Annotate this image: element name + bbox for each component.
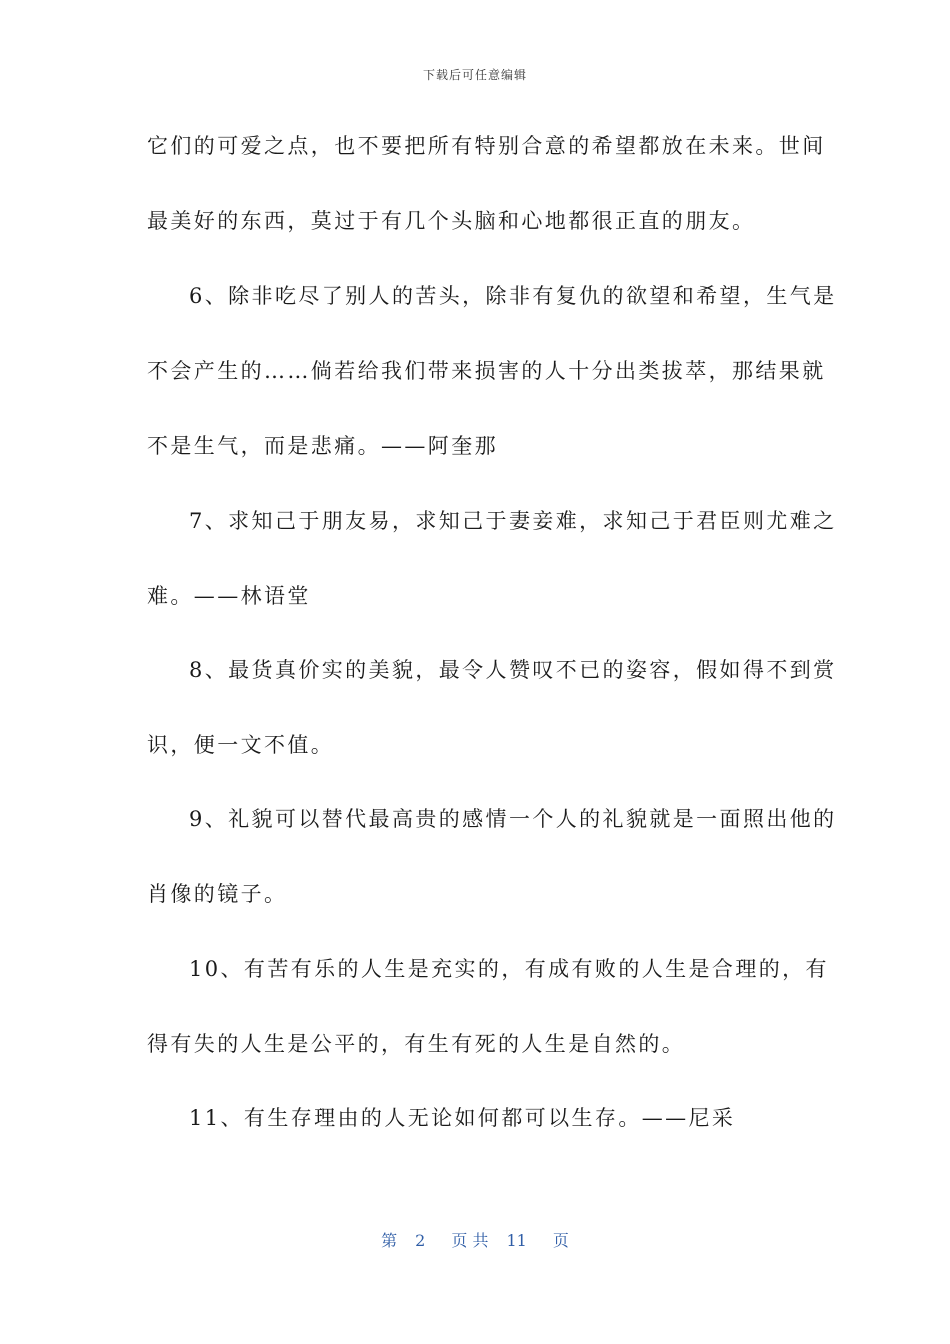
text-line: 最美好的东西，莫过于有几个头脑和心地都很正直的朋友。 [147,209,756,233]
page-header-note: 下载后可任意编辑 [422,68,527,82]
page-footer [0,1228,950,1251]
text-line: 6、除非吃尽了别人的苦头，除非有复仇的欲望和希望，生气是 [189,284,837,308]
text-line: 11、有生存理由的人无论如何都可以生存。——尼采 [189,1106,736,1130]
text-line: 9、礼貌可以替代最高贵的感情一个人的礼貌就是一面照出他的 [189,807,837,831]
footer-prefix: 第 [381,1231,398,1250]
text-line: 得有失的人生是公平的，有生有死的人生是自然的。 [147,1032,686,1056]
text-line: 7、求知己于朋友易，求知己于妻妾难，求知己于君臣则尤难之 [189,509,837,533]
footer-total-pages: 11 [506,1231,527,1250]
text-line: 8、最货真价实的美貌，最令人赞叹不已的姿容，假如得不到赏 [189,658,837,682]
text-line: 肖像的镜子。 [147,882,288,906]
footer-middle: 页 共 [451,1231,489,1250]
footer-page-number: 2 [415,1231,426,1250]
text-line: 识，便一文不值。 [147,733,335,757]
text-line: 难。——林语堂 [147,584,311,608]
footer-suffix: 页 [552,1231,569,1250]
text-line: 它们的可爱之点，也不要把所有特别合意的希望都放在未来。世间 [147,134,826,158]
text-line: 不是生气，而是悲痛。——阿奎那 [147,434,498,458]
text-line: 不会产生的……倘若给我们带来损害的人十分出类拔萃，那结果就 [147,359,826,383]
text-line: 10、有苦有乐的人生是充实的，有成有败的人生是合理的，有 [189,957,829,981]
